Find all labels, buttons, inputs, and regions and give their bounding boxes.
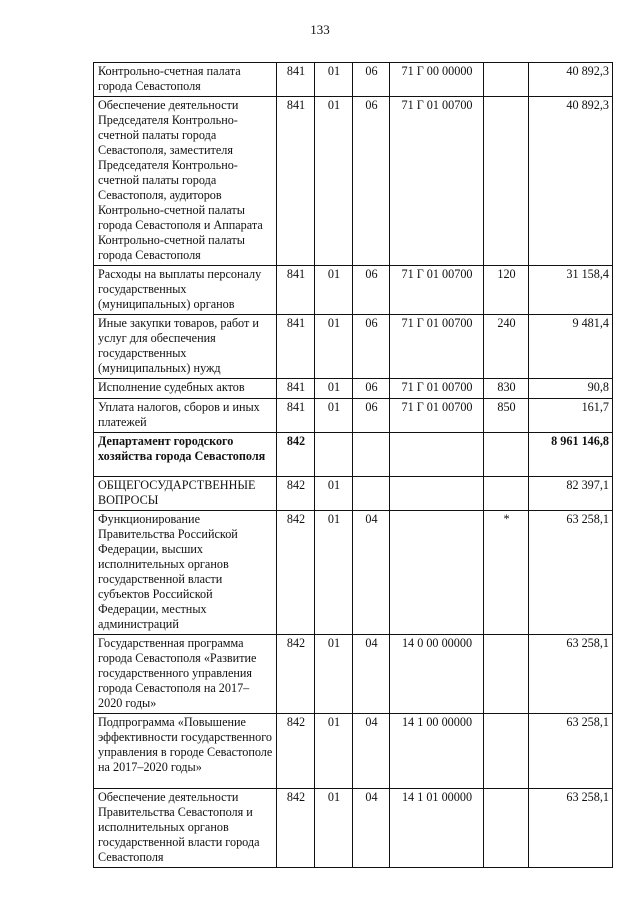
expense-type: 850: [484, 399, 529, 433]
section-code: 01: [315, 315, 353, 379]
section-code: 01: [315, 379, 353, 399]
target-article: 14 1 00 00000: [390, 714, 484, 789]
subsection-code: 04: [353, 789, 390, 868]
table-row: [94, 789, 613, 868]
table-row: [94, 266, 613, 315]
amount: 63 258,1: [529, 714, 613, 789]
amount: 90,8: [529, 379, 613, 399]
table-row: [94, 97, 613, 266]
expense-type: 240: [484, 315, 529, 379]
subsection-code: 04: [353, 714, 390, 789]
target-article: [390, 433, 484, 477]
expense-type: [484, 97, 529, 266]
dept-code: 842: [277, 714, 315, 789]
subsection-code: 06: [353, 266, 390, 315]
amount: 40 892,3: [529, 97, 613, 266]
expense-name: Контрольно-счетная палата города Севастополя: [94, 63, 277, 97]
table-row: [94, 399, 613, 433]
dept-code: 841: [277, 97, 315, 266]
table-row: [94, 379, 613, 399]
subsection-code: 04: [353, 635, 390, 714]
expense-type: [484, 635, 529, 714]
expense-name: Расходы на выплаты персоналу государственных (муниципальных) органов: [94, 266, 277, 315]
target-article: 71 Г 01 00700: [390, 399, 484, 433]
dept-code: 842: [277, 635, 315, 714]
expense-name: Уплата налогов, сборов и иных платежей: [94, 399, 277, 433]
budget-table: [93, 62, 613, 868]
subsection-code: 06: [353, 379, 390, 399]
subsection-code: 06: [353, 399, 390, 433]
target-article: 71 Г 01 00700: [390, 315, 484, 379]
expense-name: Иные закупки товаров, работ и услуг для обеспечения государственных (муниципальных) нужд: [94, 315, 277, 379]
section-code: 01: [315, 399, 353, 433]
table-row: [94, 511, 613, 635]
section-code: 01: [315, 477, 353, 511]
section-code: [315, 433, 353, 477]
section-code: 01: [315, 266, 353, 315]
expense-type: [484, 477, 529, 511]
amount: 9 481,4: [529, 315, 613, 379]
dept-code: 842: [277, 511, 315, 635]
expense-name: Функционирование Правительства Российской Федерации, высших исполнительных органов государственной власти субъектов Российской Федерации, местных администраций: [94, 511, 277, 635]
page-number: 133: [310, 22, 330, 37]
expense-type: 120: [484, 266, 529, 315]
expense-name: Подпрограмма «Повышение эффективности государственного управления в городе Севастополе на 2017–2020 годы»: [94, 714, 277, 789]
expense-type: 830: [484, 379, 529, 399]
dept-code: 842: [277, 433, 315, 477]
target-article: 71 Г 00 00000: [390, 63, 484, 97]
dept-code: 841: [277, 63, 315, 97]
section-code: 01: [315, 789, 353, 868]
expense-type: [484, 433, 529, 477]
dept-code: 841: [277, 399, 315, 433]
section-code: 01: [315, 511, 353, 635]
amount: 40 892,3: [529, 63, 613, 97]
expense-type: [484, 714, 529, 789]
budget-table-body: [94, 63, 613, 868]
amount: 161,7: [529, 399, 613, 433]
amount: 31 158,4: [529, 266, 613, 315]
subsection-code: [353, 433, 390, 477]
amount: 63 258,1: [529, 635, 613, 714]
table-row: [94, 714, 613, 789]
target-article: [390, 477, 484, 511]
amount: 63 258,1: [529, 789, 613, 868]
subsection-code: 06: [353, 315, 390, 379]
dept-code: 841: [277, 315, 315, 379]
expense-name: Исполнение судебных актов: [94, 379, 277, 399]
expense-name: Департамент городского хозяйства города Севастополя: [94, 433, 277, 477]
expense-type: [484, 63, 529, 97]
dept-code: 841: [277, 379, 315, 399]
table-row: [94, 315, 613, 379]
table-row: [94, 477, 613, 511]
section-code: 01: [315, 635, 353, 714]
subsection-code: [353, 477, 390, 511]
expense-name: Обеспечение деятельности Правительства Севастополя и исполнительных органов государственной власти города Севастополя: [94, 789, 277, 868]
expense-type: [484, 789, 529, 868]
section-code: 01: [315, 63, 353, 97]
expense-name: ОБЩЕГОСУДАРСТВЕННЫЕ ВОПРОСЫ: [94, 477, 277, 511]
subsection-code: 06: [353, 63, 390, 97]
target-article: 14 1 01 00000: [390, 789, 484, 868]
expense-type: *: [484, 511, 529, 635]
expense-name: Обеспечение деятельности Председателя Контрольно-счетной палаты города Севастополя, заместителя Председателя Контрольно-счетной палаты города Севастополя, аудиторов Контрольно-счетной палаты города Севастополя и Аппарата Контрольно-счетной палаты города Севастополя: [94, 97, 277, 266]
amount: 82 397,1: [529, 477, 613, 511]
target-article: 71 Г 01 00700: [390, 97, 484, 266]
section-code: 01: [315, 714, 353, 789]
dept-code: 842: [277, 789, 315, 868]
table-row: [94, 635, 613, 714]
subsection-code: 06: [353, 97, 390, 266]
target-article: 71 Г 01 00700: [390, 266, 484, 315]
target-article: 14 0 00 00000: [390, 635, 484, 714]
expense-name: Государственная программа города Севастополя «Развитие государственного управления города Севастополя на 2017–2020 годы»: [94, 635, 277, 714]
dept-code: 841: [277, 266, 315, 315]
target-article: [390, 511, 484, 635]
section-code: 01: [315, 97, 353, 266]
dept-code: 842: [277, 477, 315, 511]
table-row-department: [94, 433, 613, 477]
amount: 8 961 146,8: [529, 433, 613, 477]
subsection-code: 04: [353, 511, 390, 635]
target-article: 71 Г 01 00700: [390, 379, 484, 399]
table-row: [94, 63, 613, 97]
amount: 63 258,1: [529, 511, 613, 635]
